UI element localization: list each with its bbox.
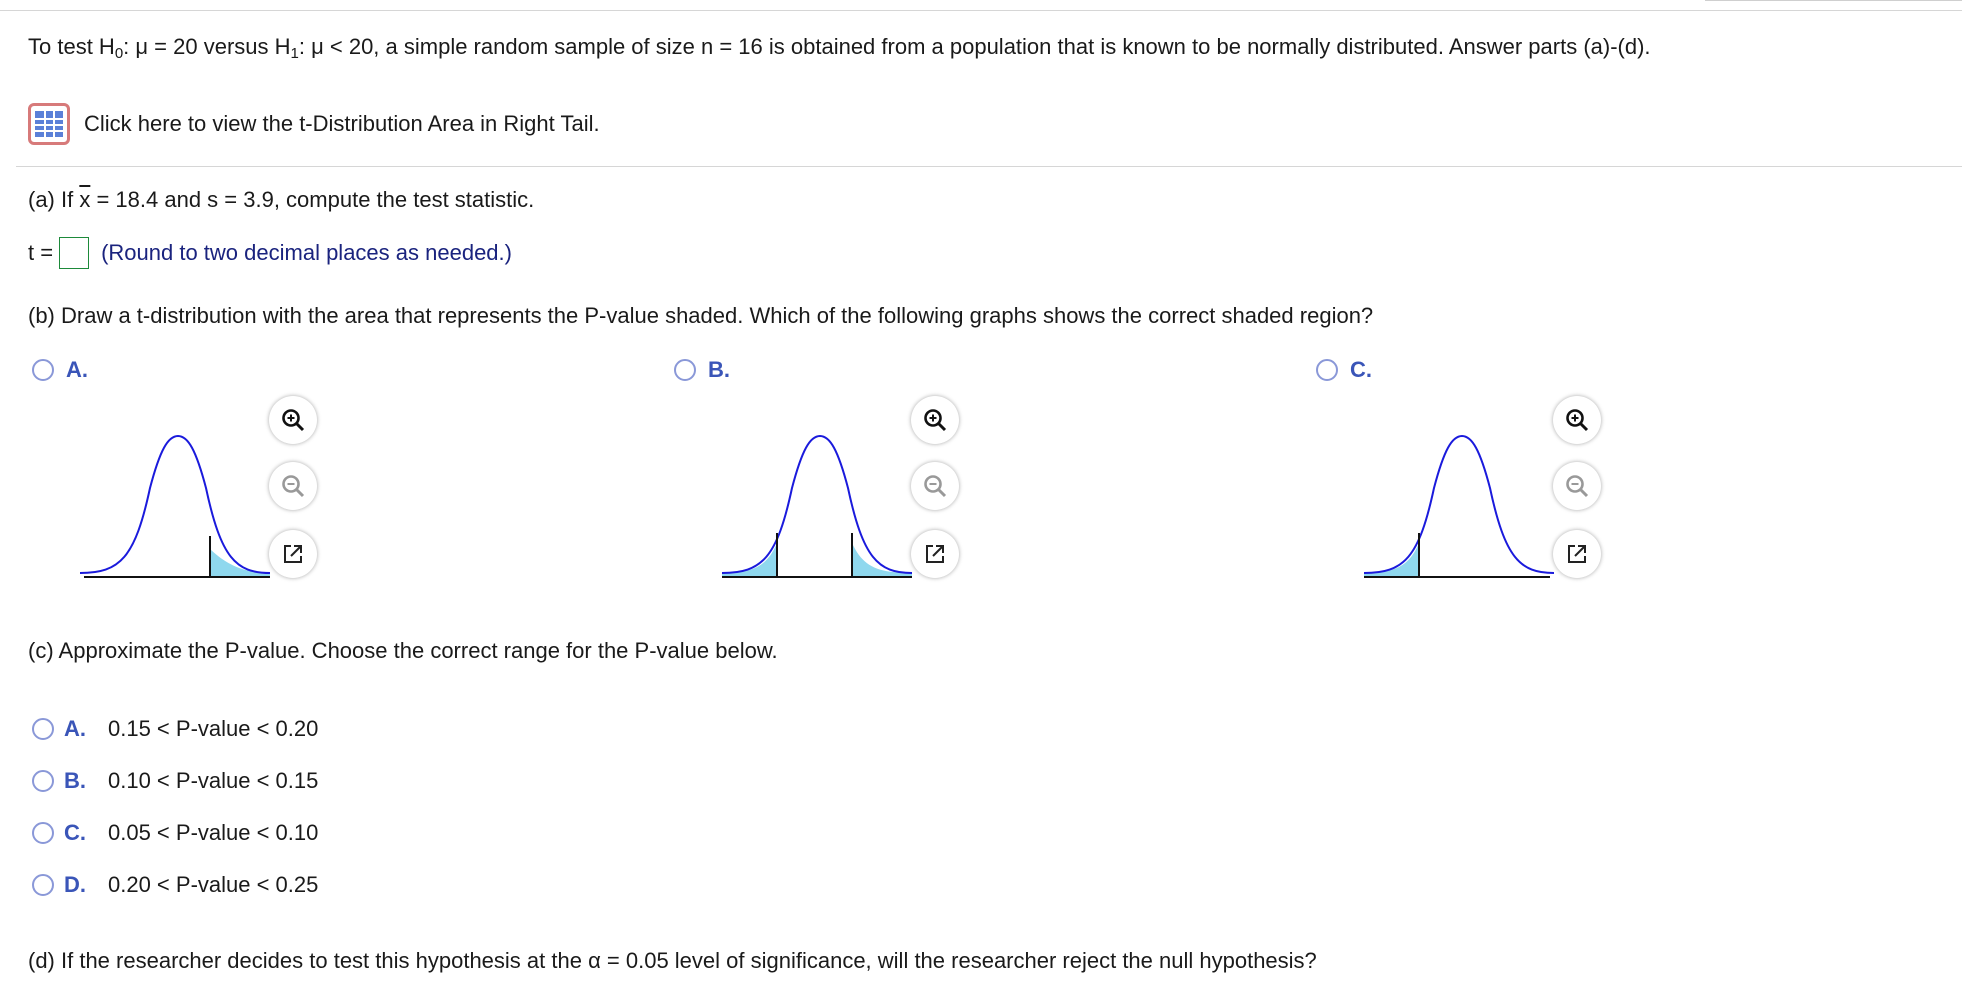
part-c-question: (c) Approximate the P-value. Choose the correct range for the P-value below.: [28, 638, 778, 663]
part-b-question: (b) Draw a t-distribution with the area that represents the P-value shaded. Which of the following graphs shows the correct shaded region?: [28, 303, 1374, 328]
radio-b-b[interactable]: [674, 359, 696, 381]
part-c-option-b[interactable]: B. 0.10 < P-value < 0.15: [32, 768, 318, 794]
graph-c-pop-out-button[interactable]: [1553, 530, 1601, 578]
table-icon[interactable]: [28, 103, 70, 145]
graph-c-zoom-out-button[interactable]: [1553, 462, 1601, 510]
intro-text-3: : μ < 20, a simple random sample of size n = 16 is obtained from a population that is known to be normally distributed. Answer parts (a)-(d).: [298, 34, 1651, 59]
pop-out-icon: [923, 542, 947, 566]
part-a-question: (a) If $\overline{x} = 18.4$ and s = 3.9, compute the test statistic.: [28, 187, 535, 212]
x-bar-symbol: $\overline{x}$: [79, 187, 91, 212]
part-d-question: (d) If the researcher decides to test this hypothesis at the α = 0.05 level of significance, will the researcher reject the null hypothesis?: [28, 948, 1317, 973]
zoom-in-icon: [280, 407, 306, 433]
graph-c-zoom-in-button[interactable]: [1553, 396, 1601, 444]
zoom-out-icon: [280, 473, 306, 499]
graph-a-right-tail: [80, 428, 270, 578]
part-b-option-a[interactable]: A.: [32, 357, 88, 383]
radio-c-b[interactable]: [32, 770, 54, 792]
graph-a-pop-out-button[interactable]: [269, 530, 317, 578]
zoom-out-icon: [922, 473, 948, 499]
part-c-option-c[interactable]: C. 0.05 < P-value < 0.10: [32, 820, 318, 846]
t-answer-input[interactable]: [59, 237, 89, 269]
intro-sub-0: 0: [114, 45, 124, 62]
part-b-option-c[interactable]: C.: [1316, 357, 1372, 383]
pop-out-icon: [281, 542, 305, 566]
intro-text-2: : μ = 20 versus H: [123, 34, 291, 59]
radio-c-c[interactable]: [32, 822, 54, 844]
graph-c-left-tail: [1364, 428, 1554, 578]
zoom-in-icon: [1564, 407, 1590, 433]
pop-out-icon: [1565, 542, 1589, 566]
rounding-hint: (Round to two decimal places as needed.): [101, 240, 512, 265]
radio-b-c[interactable]: [1316, 359, 1338, 381]
zoom-out-icon: [1564, 473, 1590, 499]
section-divider: [16, 166, 1962, 167]
t-curve: [1364, 436, 1554, 573]
graph-a-zoom-out-button[interactable]: [269, 462, 317, 510]
t-curve: [722, 436, 912, 573]
graph-b-zoom-out-button[interactable]: [911, 462, 959, 510]
radio-c-a[interactable]: [32, 718, 54, 740]
top-right-rule: [1705, 0, 1962, 1]
radio-c-d[interactable]: [32, 874, 54, 896]
part-a-answer-row: [28, 237, 512, 269]
shaded-right-tail: [210, 549, 270, 578]
t-label: t =: [28, 240, 54, 265]
intro-sub-1: 1: [290, 45, 299, 62]
intro-text-1: To test H: [28, 34, 115, 59]
graph-b-zoom-in-button[interactable]: [911, 396, 959, 444]
graph-b-pop-out-button[interactable]: [911, 530, 959, 578]
graph-b-two-tail: [722, 428, 912, 578]
part-c-option-d[interactable]: D. 0.20 < P-value < 0.25: [32, 872, 318, 898]
radio-b-a[interactable]: [32, 359, 54, 381]
problem-statement: [28, 32, 1651, 69]
graph-a-zoom-in-button[interactable]: [269, 396, 317, 444]
t-table-link-label[interactable]: Click here to view the t-Distribution Area in Right Tail.: [84, 111, 600, 136]
top-rule: [0, 10, 1962, 11]
part-c-option-a[interactable]: A. 0.15 < P-value < 0.20: [32, 716, 318, 742]
t-table-link[interactable]: [28, 103, 600, 145]
zoom-in-icon: [922, 407, 948, 433]
t-curve: [80, 436, 270, 573]
part-b-option-b[interactable]: B.: [674, 357, 730, 383]
